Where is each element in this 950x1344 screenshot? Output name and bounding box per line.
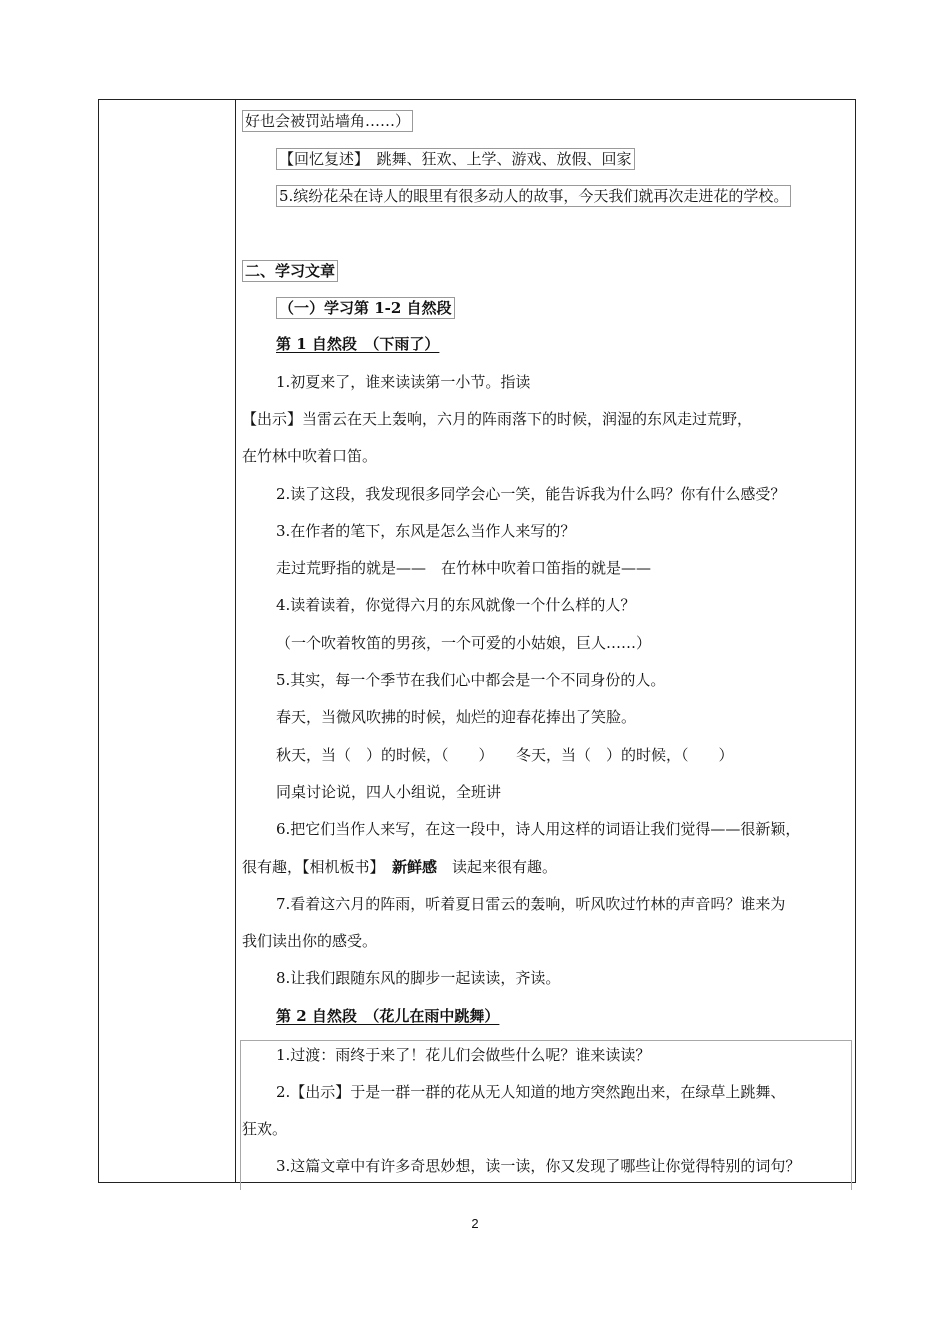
text-line: 3.在作者的笔下，东风是怎么当作人来写的？ <box>276 522 576 540</box>
board-note-keyword: 新鲜感 <box>392 858 438 876</box>
text-line: 【出示】当雷云在天上轰响，六月的阵雨落下的时候，润湿的东风走过荒野， <box>242 410 753 428</box>
page-number: 2 <box>471 1216 479 1231</box>
text-fragment: 很有趣，【相机板书】 <box>242 858 393 876</box>
text-line: 【回忆复述】 跳舞、狂欢、上学、游戏、放假、回家 <box>276 148 635 170</box>
text-line: 秋天，当（ ）的时候，（ ） 冬天，当（ ）的时候，（ ） <box>276 746 734 764</box>
section-heading: 二、学习文章 <box>242 260 338 282</box>
text-line: 1.过渡：雨终于来了！花儿们会做些什么呢？谁来读读？ <box>276 1046 651 1064</box>
text-line: 3.这篇文章中有许多奇思妙想，读一读，你又发现了哪些让你觉得特别的词句？ <box>276 1157 801 1175</box>
text-line: 狂欢。 <box>242 1120 288 1138</box>
text-line: （一个吹着牧笛的男孩，一个可爱的小姑娘，巨人……） <box>276 634 652 652</box>
text-line: 走过荒野指的就是—— 在竹林中吹着口笛指的就是—— <box>276 559 652 577</box>
text-line: 2.【出示】于是一群一群的花从无人知道的地方突然跑出来，在绿草上跳舞、 <box>276 1083 786 1101</box>
text-line: 1.初夏来了，谁来读读第一小节。指读 <box>276 373 531 391</box>
text-line: 2.读了这段，我发现很多同学会心一笑，能告诉我为什么吗？你有什么感受？ <box>276 485 786 503</box>
paragraph-heading: 第 1 自然段 （下雨了） <box>276 335 440 353</box>
text-line: 在竹林中吹着口笛。 <box>242 447 378 465</box>
text-line: 好也会被罚站墙角……） <box>242 110 413 132</box>
subsection-heading: （一）学习第 1-2 自然段 <box>276 297 455 319</box>
text-line: 我们读出你的感受。 <box>242 932 378 950</box>
table-column-divider <box>235 99 236 1183</box>
text-line: 7.看着这六月的阵雨，听着夏日雷云的轰响，听风吹过竹林的声音吗？谁来为 <box>276 895 786 913</box>
text-line: 6.把它们当作人来写，在这一段中，诗人用这样的词语让我们觉得——很新颖， <box>276 820 801 838</box>
text-line: 5.缤纷花朵在诗人的眼里有很多动人的故事，今天我们就再次走进花的学校。 <box>276 185 791 207</box>
text-line: 5.其实，每一个季节在我们心中都会是一个不同身份的人。 <box>276 671 666 689</box>
text-line: 8.让我们跟随东风的脚步一起读读，齐读。 <box>276 969 561 987</box>
text-line: 4.读着读着，你觉得六月的东风就像一个什么样的人？ <box>276 596 636 614</box>
text-line: 春天，当微风吹拂的时候，灿烂的迎春花捧出了笑脸。 <box>276 708 637 726</box>
text-line: 同桌讨论说，四人小组说，全班讲 <box>276 783 502 801</box>
text-fragment: 读起来很有趣。 <box>437 858 558 876</box>
text-line <box>242 857 557 877</box>
paragraph-heading: 第 2 自然段 （花儿在雨中跳舞） <box>276 1007 500 1025</box>
